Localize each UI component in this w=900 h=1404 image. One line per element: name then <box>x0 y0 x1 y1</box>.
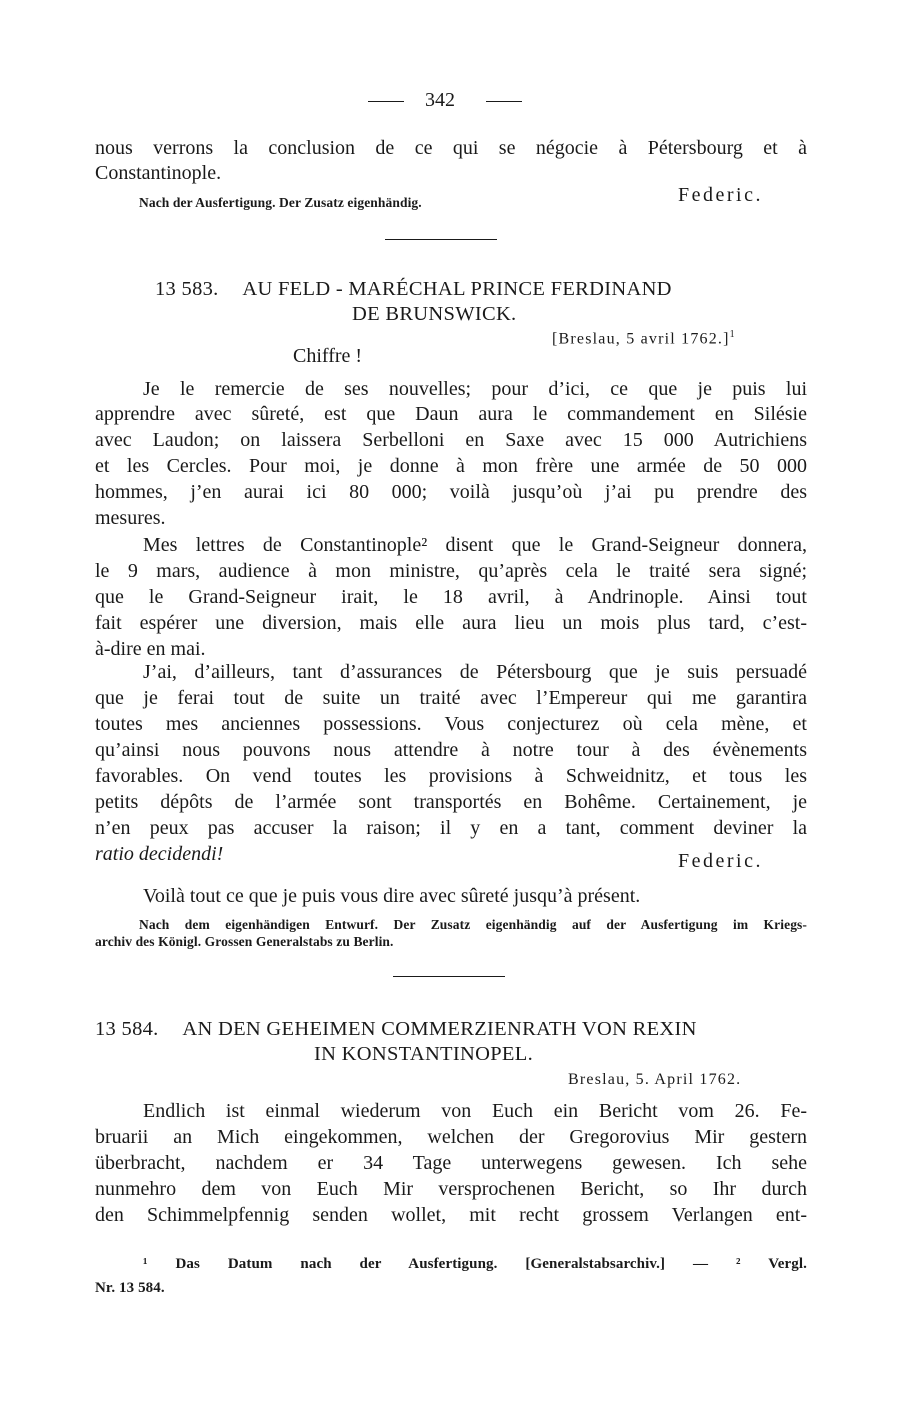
header-rule-right <box>486 101 522 102</box>
paragraph-line: avec Laudon; on laissera Serbelloni en Saxe avec 15 000 Autrichiens <box>95 429 807 451</box>
paragraph-line: et les Cercles. Pour moi, je donne à mon frère une armée de 50 000 <box>95 455 807 477</box>
source-note: Nach dem eigenhändigen Entwurf. Der Zusatz eigenhändig auf der Ausfertigung im Kriegs- <box>139 917 807 932</box>
letter-number: 13 583. <box>155 278 219 300</box>
letter-heading <box>155 278 672 301</box>
letter-recipient: AN DEN GEHEIMEN COMMERZIENRATH VON REXIN <box>182 1018 697 1040</box>
signature: Federic. <box>678 184 763 206</box>
paragraph-line: Endlich ist einmal wiederum von Euch ein Bericht vom 26. Fe- <box>143 1100 807 1122</box>
letter-heading <box>95 1018 697 1041</box>
paragraph-line: le 9 mars, audience à mon ministre, qu’après cela le traité sera signé; <box>95 560 807 582</box>
letter-dateline: Breslau, 5. April 1762. <box>568 1071 742 1088</box>
paragraph-line: Je le remercie de ses nouvelles; pour d’ici, ce que je puis lui <box>143 378 807 400</box>
paragraph-line: à-dire en mai. <box>95 638 206 660</box>
paragraph-line: fait espérer une diversion, mais elle aura lieu un mois plus tard, c’est- <box>95 612 807 634</box>
paragraph-line: ratio decidendi! <box>95 843 224 865</box>
paragraph-line: n’en peux pas accuser la raison; il y en a tant, comment deviner la <box>95 817 807 839</box>
paragraph-line: petits dépôts de l’armée sont transportés en Bohême. Certainement, je <box>95 791 807 813</box>
footnote-mark: 1 <box>729 329 736 340</box>
postscript: Voilà tout ce que je puis vous dire avec sûreté jusqu’à présent. <box>143 885 641 907</box>
paragraph-line: apprendre avec sûreté, est que Daun aura le commandement en Silésie <box>95 403 807 425</box>
paragraph-line: toutes mes anciennes possessions. Vous conjecturez où cela mène, et <box>95 713 807 735</box>
paragraph-line: nunmehro dem von Euch Mir versprochenen Bericht, so Ihr durch <box>95 1178 807 1200</box>
letter-number: 13 584. <box>95 1018 159 1040</box>
paragraph-line: hommes, j’en aurai ici 80 000; voilà jusqu’où j’ai pu prendre des <box>95 481 807 503</box>
prev-letter-line: Constantinople. <box>95 162 222 184</box>
page-number: 342 <box>425 89 455 111</box>
section-divider <box>385 239 497 240</box>
prev-letter-line: nous verrons la conclusion de ce qui se négocie à Pétersbourg et à <box>95 137 807 159</box>
header-rule-left <box>368 101 404 102</box>
paragraph-line: que je ferai tout de suite un traité avec l’Empereur qui me garantira <box>95 687 807 709</box>
paragraph-line: bruarii an Mich eingekommen, welchen der Gregorovius Mir gestern <box>95 1126 807 1148</box>
paragraph-line: que le Grand-Seigneur irait, le 18 avril, à Andrinople. Ainsi tout <box>95 586 807 608</box>
signature: Federic. <box>678 850 763 872</box>
paragraph-line: favorables. On vend toutes les provisions à Schweidnitz, et tous les <box>95 765 807 787</box>
source-note: archiv des Königl. Grossen Generalstabs zu Berlin. <box>95 934 394 949</box>
letter-recipient: AU FELD - MARÉCHAL PRINCE FERDINAND <box>242 278 672 300</box>
paragraph-line: den Schimmelpfennig senden wollet, mit recht grossem Verlangen ent- <box>95 1204 807 1226</box>
letter-dateline: [Breslau, 5 avril 1762.]$^1$ <box>552 329 736 348</box>
paragraph-line: Mes lettres de Constantinople² disent que le Grand-Seigneur donnera, <box>143 534 807 556</box>
letter-recipient-line2: DE BRUNSWICK. <box>352 303 517 325</box>
footnote: Nr. 13 584. <box>95 1280 165 1296</box>
source-note: Nach der Ausfertigung. Der Zusatz eigenhändig. <box>139 195 422 210</box>
paragraph-line: mesures. <box>95 507 166 529</box>
letter-recipient-line2: IN KONSTANTINOPEL. <box>314 1043 533 1065</box>
paragraph-line: J’ai, d’ailleurs, tant d’assurances de Pétersbourg que je suis persuadé <box>143 661 807 683</box>
paragraph-line: überbracht, nachdem er 34 Tage unterwegens gewesen. Ich sehe <box>95 1152 807 1174</box>
cipher-label: Chiffre ! <box>293 345 363 367</box>
paragraph-line: qu’ainsi nous pouvons nous attendre à notre tour à des évènements <box>95 739 807 761</box>
footnote: ¹ Das Datum nach der Ausfertigung. [Generalstabsarchiv.] — ² Vergl. <box>143 1256 807 1272</box>
section-divider <box>393 976 505 977</box>
